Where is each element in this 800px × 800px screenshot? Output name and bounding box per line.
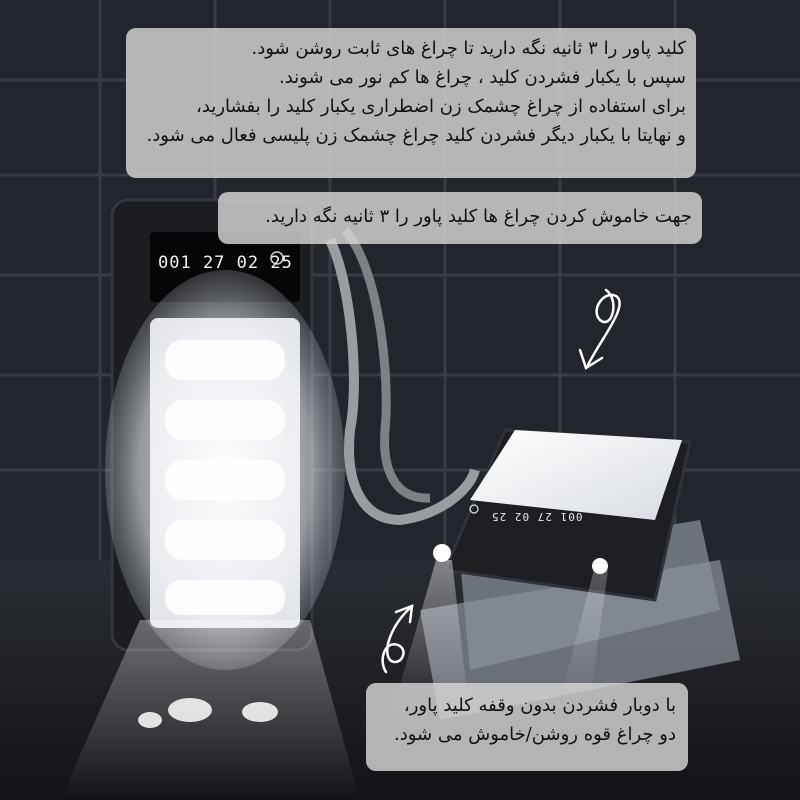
callout-line: برای استفاده از چراغ چشمک زن اضطراری یکبار کلید را بفشارید، [196,96,686,117]
callout-turn-off [218,192,702,244]
callout-line: با دوبار فشردن بدون وقفه کلید پاور، [403,695,676,716]
callout-line: کلید پاور را ۳ ثانیه نگه دارید تا چراغ های ثابت روشن شود. [251,38,686,59]
left-device-display: 001 27 02 25 [158,253,293,273]
callout-light-modes [126,28,696,178]
right-device-display: 001 27 02 25 [491,510,583,523]
callout-line: و نهایتا با یکبار دیگر فشردن کلید چراغ چشمک زن پلیسی فعال می شود. [146,125,686,146]
callout-flashlights [366,683,688,771]
callout-line: جهت خاموش کردن چراغ ها کلید پاور را ۳ ثانیه نگه دارید. [265,206,692,227]
callout-line: دو چراغ قوه روشن/خاموش می شود. [394,724,676,745]
callout-line: سپس با یکبار فشردن کلید ، چراغ ها کم نور می شوند. [278,67,686,88]
